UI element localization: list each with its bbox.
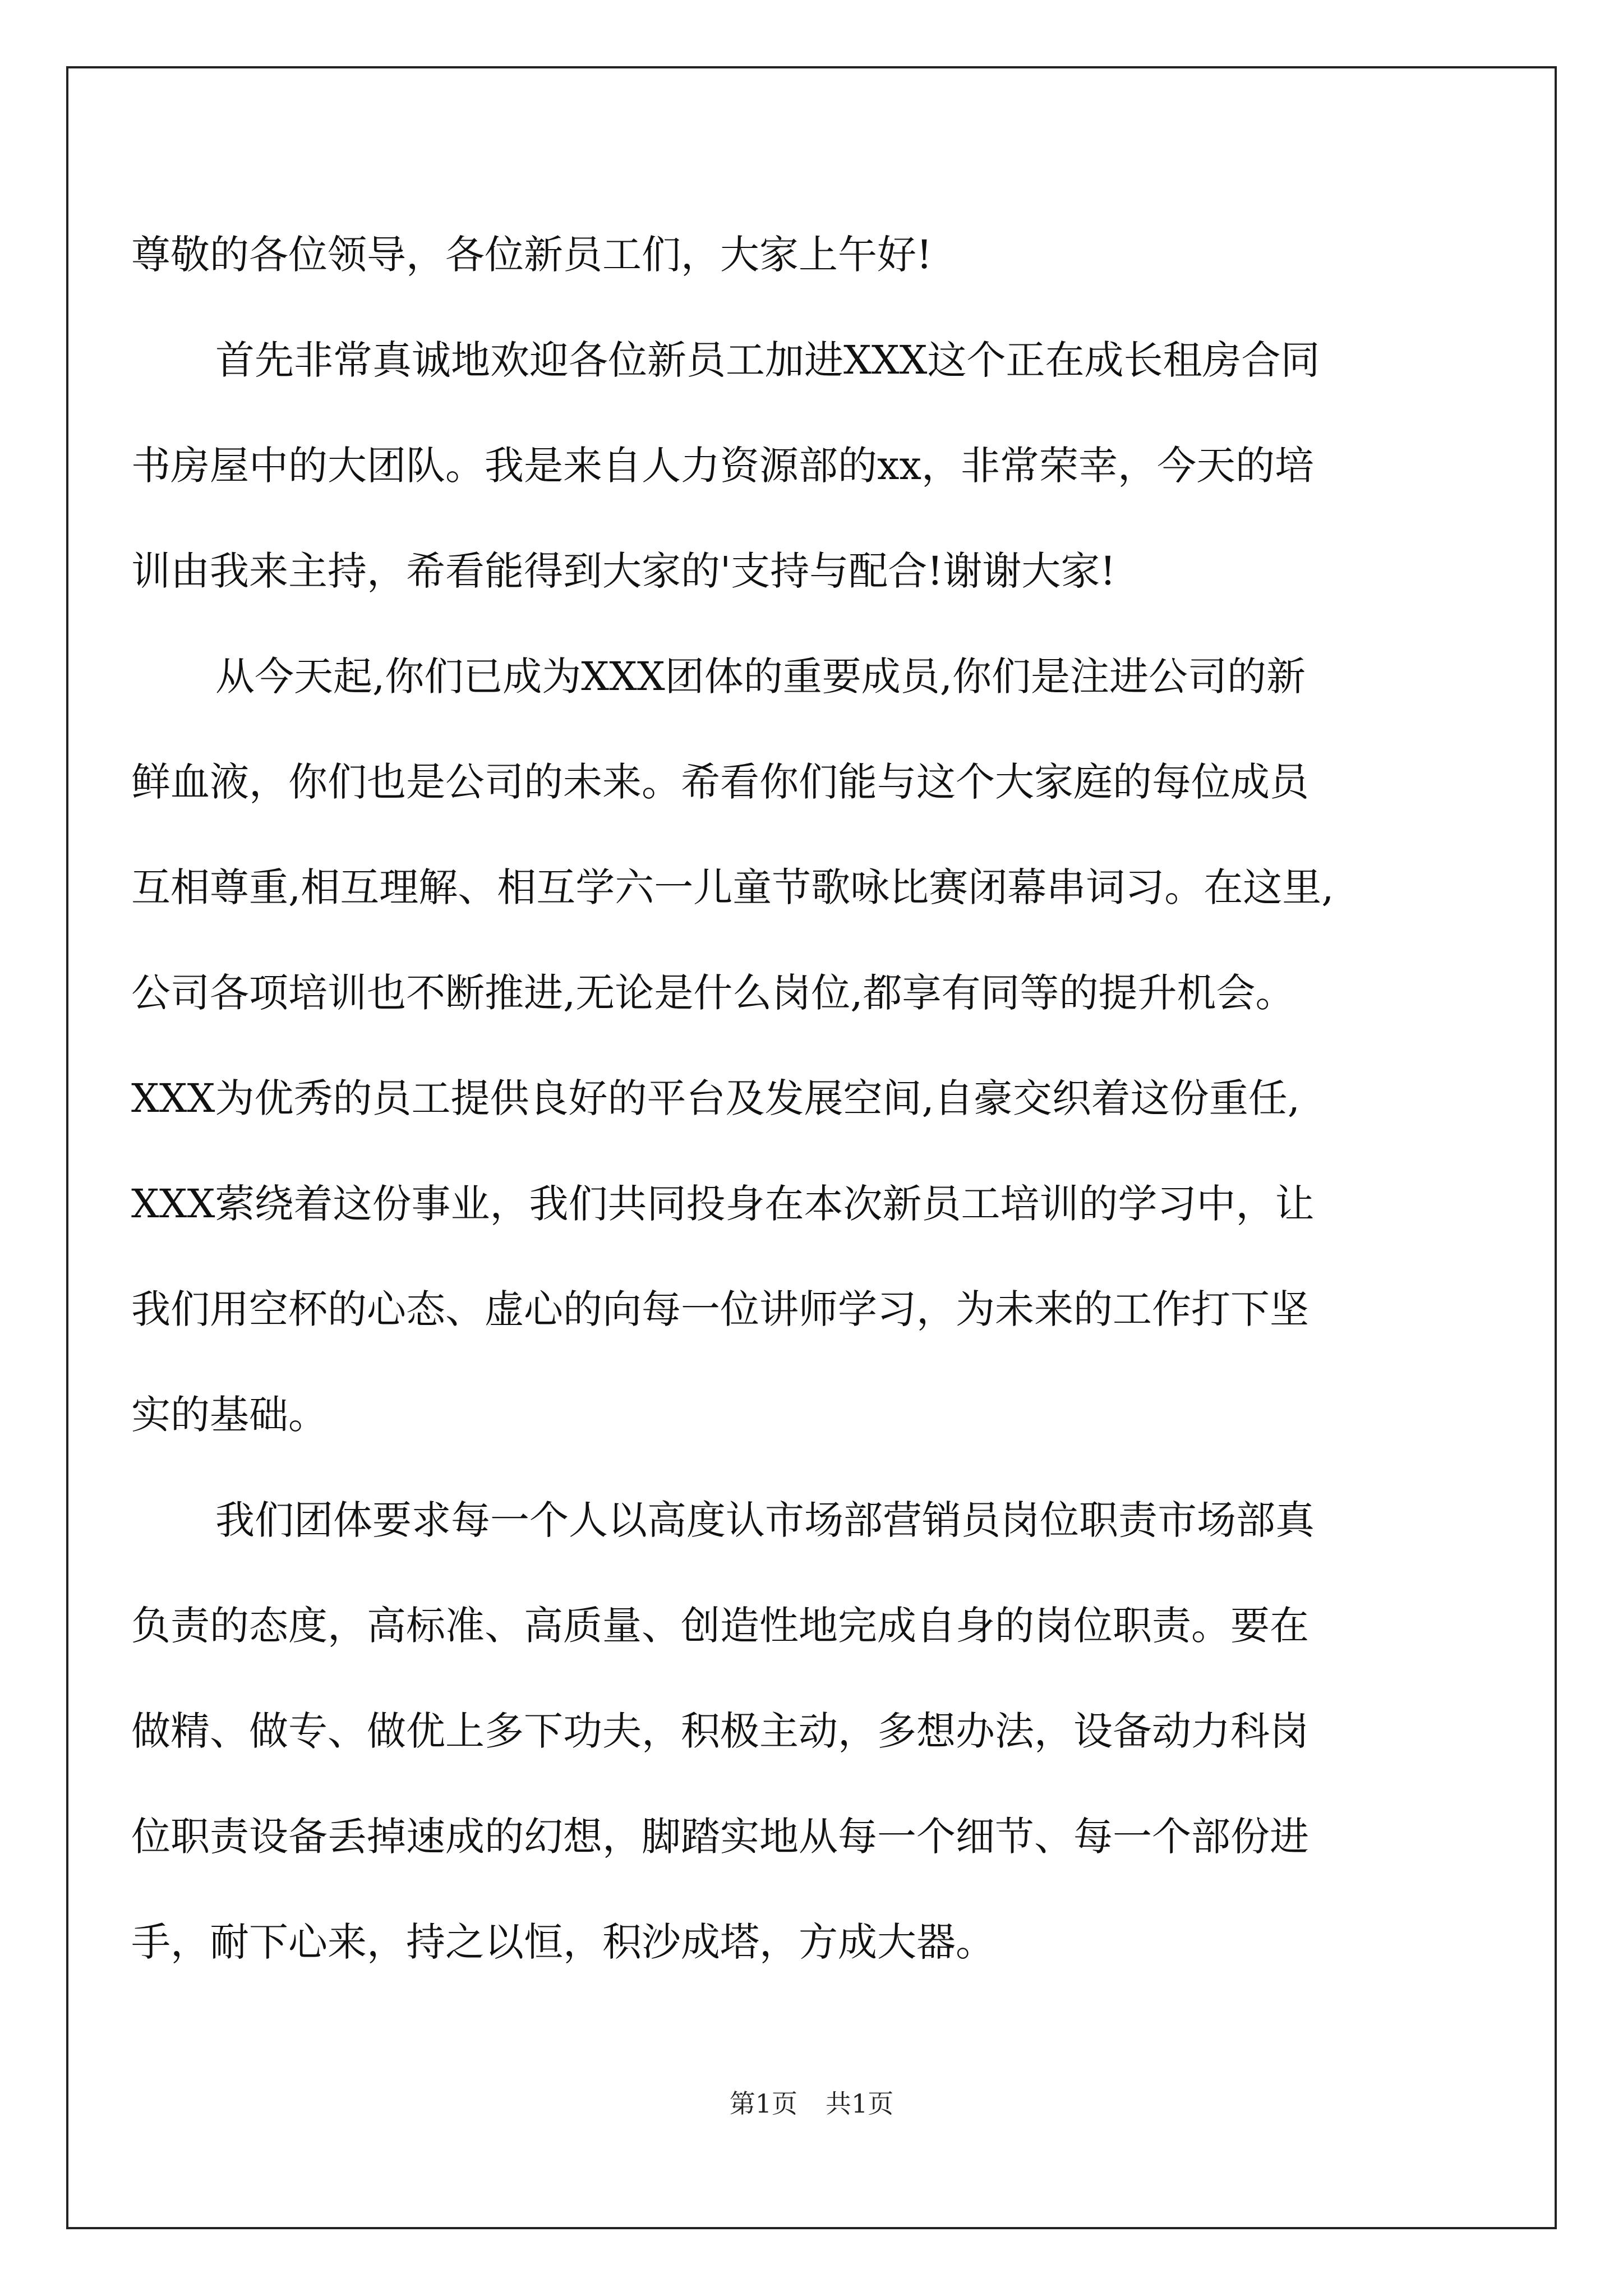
paragraph-2-line-6: XXX萦绕着这份事业，我们共同投身在本次新员工培训的学习中，让 — [131, 1181, 1315, 1227]
paragraph-2-line-2: 鲜血液，你们也是公司的未来。希看你们能与这个大家庭的每位成员 — [131, 759, 1309, 805]
greeting-line: 尊敬的各位领导，各位新员工们，大家上午好! — [131, 232, 933, 278]
paragraph-2-line-8: 实的基础。 — [131, 1392, 328, 1438]
paragraph-3-line-5: 手，耐下心来，持之以恒，积沙成塔，方成大器。 — [131, 1919, 995, 1965]
document-body — [131, 202, 1427, 1995]
paragraph-2-line-4: 公司各项培训也不断推进,无论是什么岗位,都享有同等的提升机会。 — [131, 970, 1295, 1016]
paragraph-3-line-2: 负责的态度，高标准、高质量、创造性地完成自身的岗位职责。要在 — [131, 1603, 1309, 1649]
paragraph-3-line-1: 我们团体要求每一个人以高度认市场部营销员岗位职责市场部真 — [215, 1497, 1315, 1543]
paragraph-1-line-2: 书房屋中的大团队。我是来自人力资源部的xx，非常荣幸，今天的培 — [131, 443, 1314, 489]
paragraph-1-line-1: 首先非常真诚地欢迎各位新员工加进XXX这个正在成长租房合同 — [215, 337, 1320, 383]
paragraph-1-line-3: 训由我来主持，希看能得到大家的'支持与配合!谢谢大家! — [131, 548, 1116, 594]
page-total: 共1页 — [826, 2088, 894, 2119]
paragraph-2-line-7: 我们用空杯的心态、虚心的向每一位讲师学习，为未来的工作打下坚 — [131, 1286, 1309, 1332]
page-footer — [0, 2087, 1623, 2120]
paragraph-2-line-3: 互相尊重,相互理解、相互学六一儿童节歌咏比赛闭幕串词习。在这里, — [131, 864, 1334, 910]
paragraph-2-line-1: 从今天起,你们已成为XXX团体的重要成员,你们是注进公司的新 — [215, 654, 1306, 700]
paragraph-3-line-3: 做精、做专、做优上多下功夫，积极主动，多想办法，设备动力科岗 — [131, 1708, 1309, 1754]
page-number: 第1页 — [729, 2088, 797, 2119]
paragraph-3-line-4: 位职责设备丢掉速成的幻想，脚踏实地从每一个细节、每一个部份进 — [131, 1814, 1309, 1860]
paragraph-2-line-5: XXX为优秀的员工提供良好的平台及发展空间,自豪交织着这份重任, — [131, 1075, 1301, 1121]
